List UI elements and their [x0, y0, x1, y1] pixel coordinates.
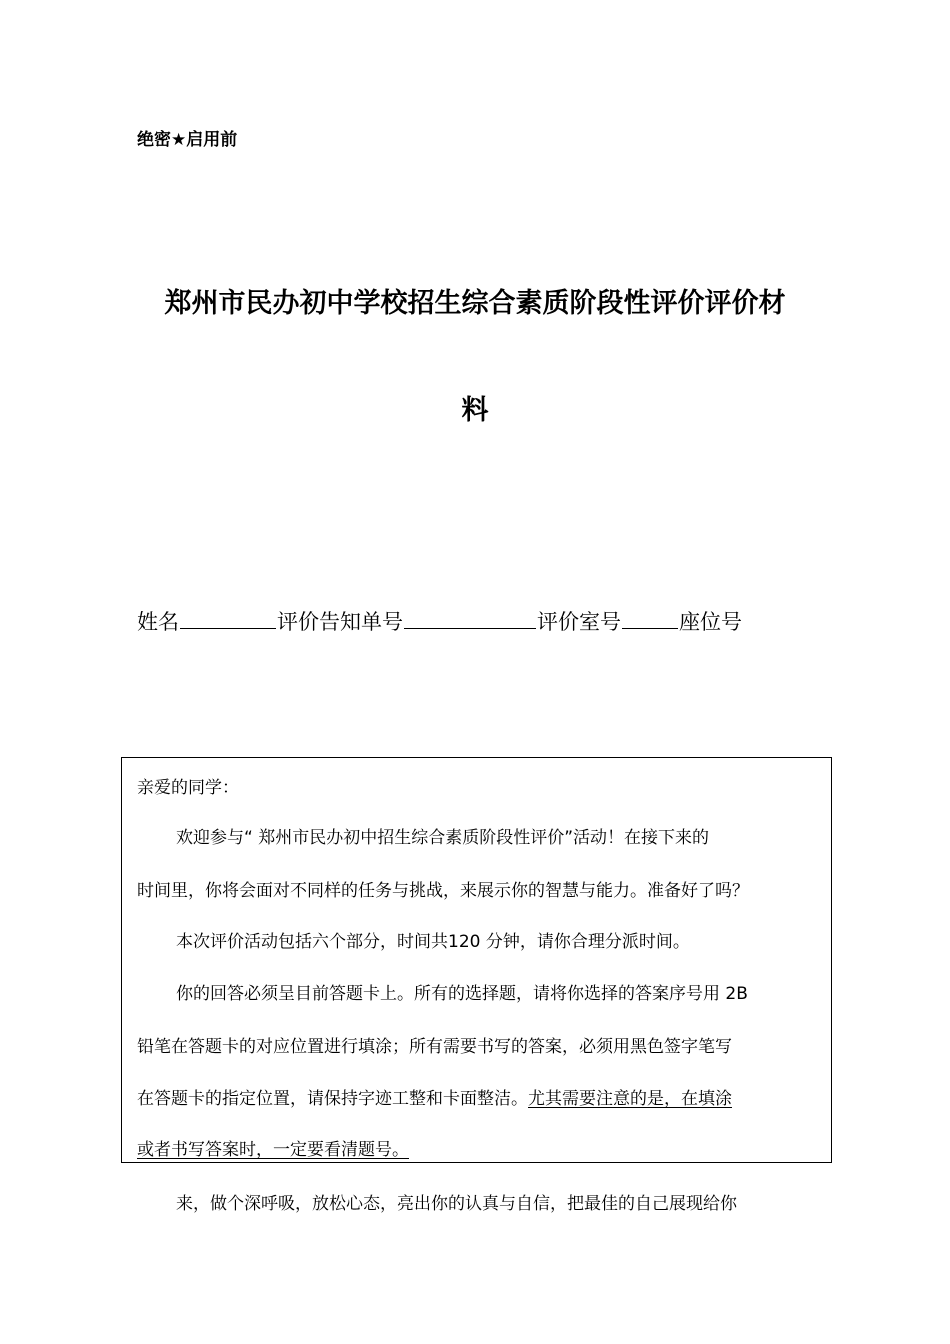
important-note-part-1: 尤其需要注意的是，在填涂	[528, 1089, 732, 1109]
document-title-line-1: 郑州市民办初中学校招生综合素质阶段性评价评价材	[164, 288, 786, 319]
document-title-line-2: 料	[461, 395, 489, 426]
name-label: 姓名	[137, 610, 179, 634]
closing-line-1: 来，做个深呼吸，放松心态，亮出你的认真与自信，把最佳的自己展现给你	[176, 1194, 737, 1214]
paragraph-3-line-3-plain: 在答题卡的指定位置，请保持字迹工整和卡面整洁。	[137, 1089, 528, 1109]
paragraph-1-line-1: 欢迎参与“ 郑州市民办初中招生综合素质阶段性评价”活动！在接下来的	[176, 828, 710, 848]
important-note-part-2: 或者书写答案时，一定要看清题号。	[137, 1140, 409, 1160]
room-label: 评价室号	[537, 610, 621, 634]
greeting: 亲爱的同学：	[137, 778, 239, 798]
student-info-line	[137, 606, 742, 637]
paragraph-3-line-3	[137, 1087, 732, 1111]
name-blank	[180, 606, 276, 629]
room-blank	[622, 606, 678, 629]
confidential-mark: 绝密★启用前	[137, 130, 238, 150]
instructions-box	[121, 757, 832, 1163]
paragraph-1-line-2: 时间里，你将会面对不同样的任务与挑战，来展示你的智慧与能力。准备好了吗？	[137, 881, 749, 901]
paragraph-3-line-1: 你的回答必须呈目前答题卡上。所有的选择题，请将你选择的答案序号用 2B	[176, 984, 748, 1004]
notice-number-label: 评价告知单号	[277, 610, 403, 634]
seat-label: 座位号	[679, 610, 742, 634]
notice-number-blank	[404, 606, 536, 629]
paragraph-3-line-2: 铅笔在答题卡的对应位置进行填涂；所有需要书写的答案，必须用黑色签字笔写	[137, 1037, 732, 1057]
paragraph-2-line-1: 本次评价活动包括六个部分，时间共120 分钟，请你合理分派时间。	[176, 932, 690, 952]
